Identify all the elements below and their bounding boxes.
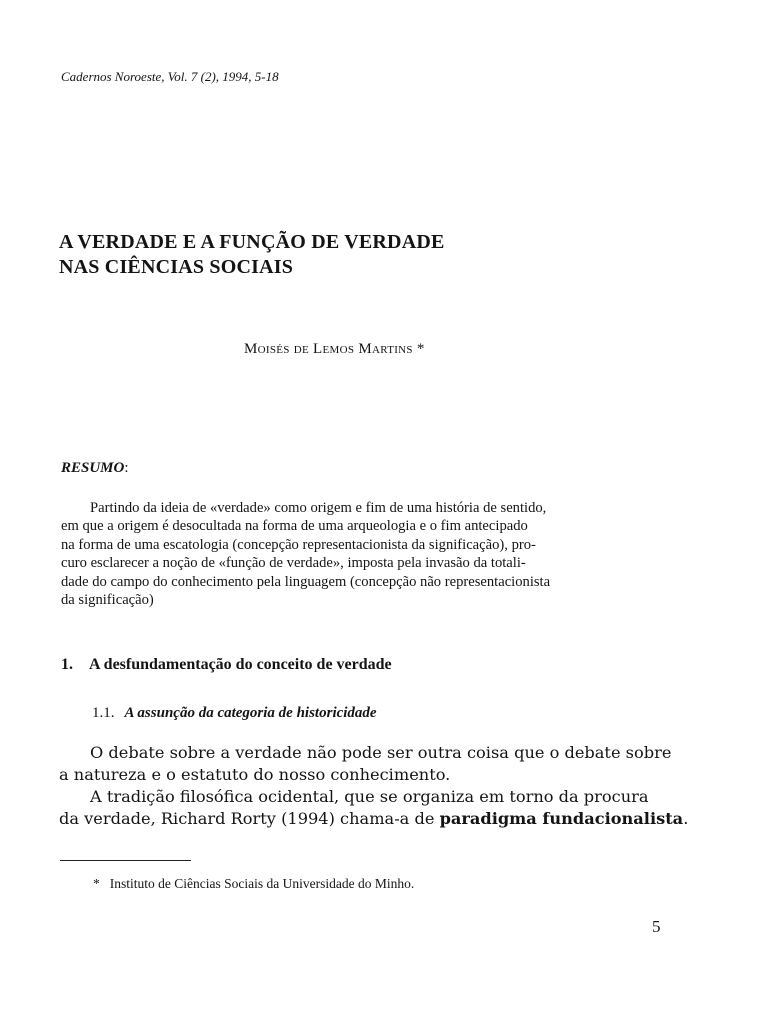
abstract-label [61, 460, 129, 477]
article-title-line-2: NAS CIÊNCIAS SOCIAIS [59, 256, 294, 278]
author-byline [244, 341, 425, 358]
footnote-marker: * [93, 876, 100, 891]
abstract-label-colon: : [124, 460, 129, 476]
section-heading [61, 656, 392, 674]
section-number: 1. [61, 656, 73, 673]
subsection-number: 1.1. [92, 705, 115, 721]
abstract-line: em que a origem é desocultada na forma de uma arqueologia e o fim antecipado [61, 518, 528, 535]
article-title-line-1: A VERDADE E A FUNÇÃO DE VERDADE [59, 231, 445, 253]
footnote-divider [60, 860, 191, 861]
abstract-line: curo esclarecer a noção de «função de verdade», imposta pela invasão da totali- [61, 555, 526, 572]
abstract-line: na forma de uma escatologia (concepção representacionista da significação), pro- [61, 536, 536, 553]
abstract-line: Partindo da ideia de «verdade» como origem e fim de uma história de sentido, [90, 500, 547, 516]
body-line: a natureza e o estatuto do nosso conhecimento. [59, 765, 451, 784]
abstract-line: da significação) [61, 592, 154, 609]
journal-volume: Vol. 7 (2), 1994, 5-18 [167, 69, 279, 84]
body-line-with-term [59, 808, 689, 830]
author-name: Moisés de Lemos Martins [244, 341, 413, 357]
body-line: O debate sobre a verdade não pode ser outra coisa que o debate sobre [90, 743, 672, 762]
journal-citation [61, 69, 279, 85]
abstract-line: dade do campo do conhecimento pela linguagem (concepção não representacionista [61, 573, 551, 590]
subsection-title: A assunção da categoria de historicidade [124, 705, 377, 721]
author-footnote-marker: * [416, 341, 425, 357]
body-line: A tradição filosófica ocidental, que se organiza em torno da procura [90, 787, 649, 806]
body-text [59, 742, 689, 830]
subsection-heading [92, 705, 377, 722]
page-number: 5 [652, 917, 661, 936]
section-title: A desfundamentação do conceito de verdade [89, 656, 392, 673]
footnote [93, 876, 414, 892]
key-term: paradigma fundacionalista [439, 809, 684, 828]
journal-name: Cadernos Noroeste, [61, 69, 165, 84]
article-title [59, 230, 445, 280]
abstract-text [61, 499, 670, 609]
abstract-label-text: RESUMO [61, 460, 125, 476]
body-line-prefix: da verdade, Richard Rorty (1994) chama-a de [59, 809, 440, 828]
footnote-text: Instituto de Ciências Sociais da Universidade do Minho. [109, 876, 415, 891]
body-line-suffix: . [683, 809, 689, 828]
